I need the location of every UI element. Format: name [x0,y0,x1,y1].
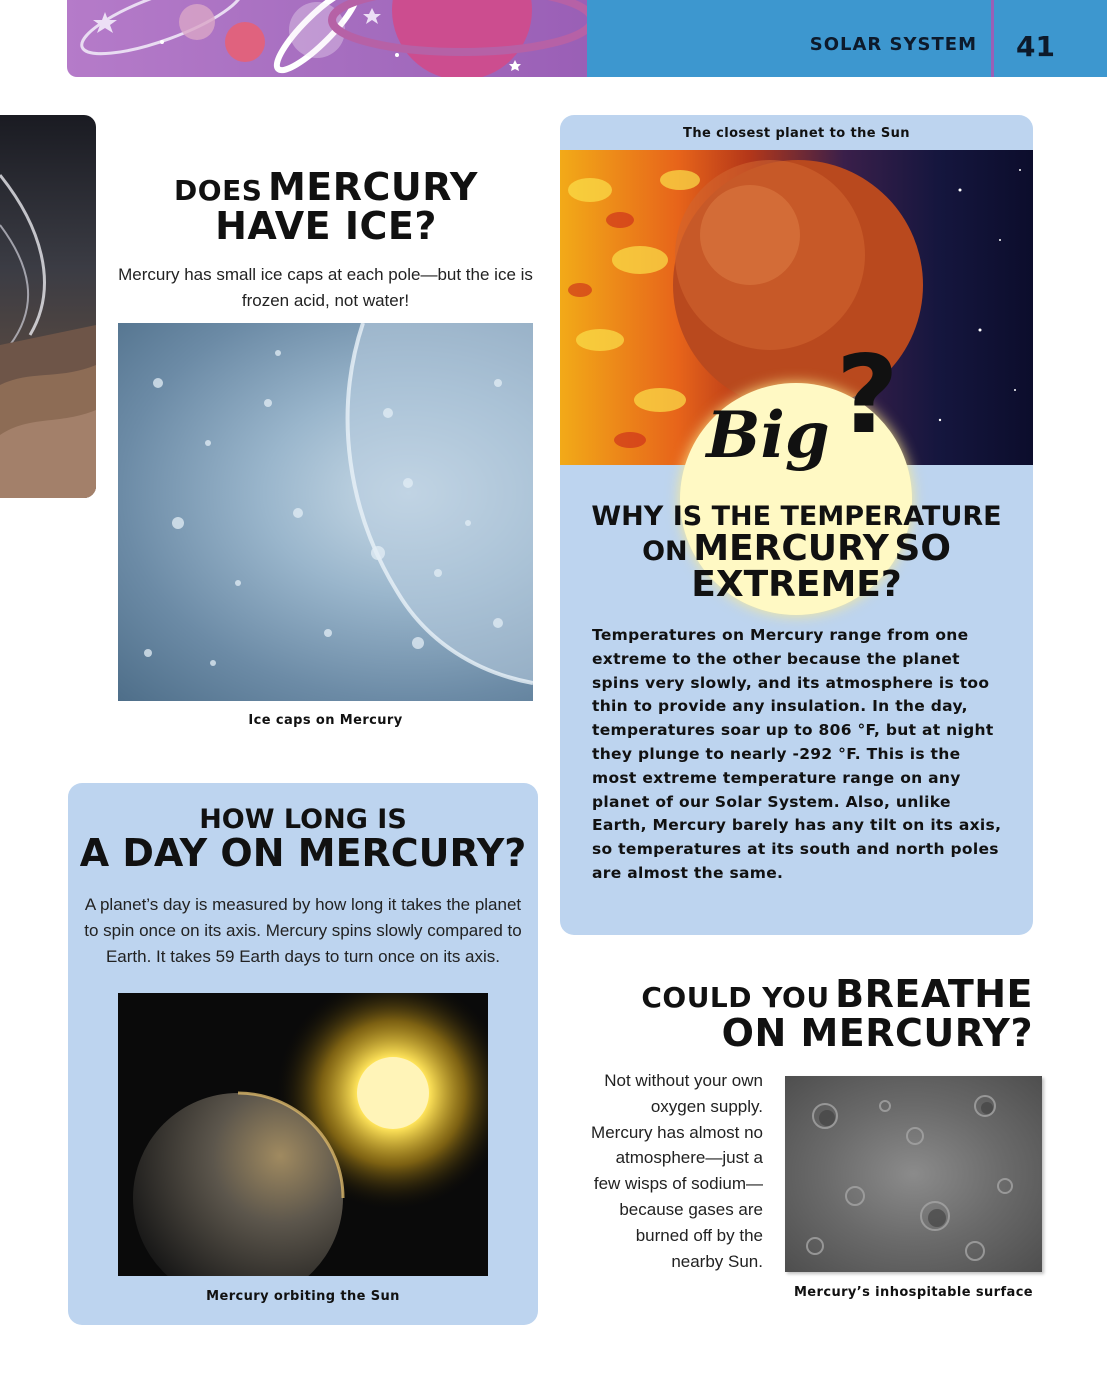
orbit-caption: Mercury orbiting the Sun [206,1289,400,1304]
ice-title [120,165,532,248]
ice-title-mercury: MERCURY [267,165,478,209]
big-badge-question-mark: ? [836,333,899,458]
mercury-surface-photo [785,1076,1042,1272]
breathe-title-breathe: BREATHE [835,972,1033,1016]
temperature-title-on: ON [642,535,688,567]
ice-title-small: DOES [174,174,263,207]
surface-caption: Mercury’s inhospitable surface [793,1285,1034,1300]
previous-page-image [0,115,96,498]
ice-caption: Ice caps on Mercury [248,713,403,728]
day-title-line2: A DAY ON MERCURY? [79,830,527,875]
day-title-line1: HOW LONG IS [199,804,407,835]
temperature-body: Temperatures on Mercury range from one extreme to the other because the planet spins very slowly, and its atmosphere is too thin to provide any insulation. In the day, temperatures soar up to 806 °F, but at night they plunge to nearly -292 °F. This is the most extreme temperature range on any planet of our Solar System. Also, unlike Earth, Mercury barely has any tilt on its axis, so temperatures at its south and north poles are almost the same. [592,626,1002,882]
breathe-title [590,972,1033,1055]
temperature-title [560,503,1033,604]
temperature-title-so: SO [894,527,951,569]
section-label: SOLAR SYSTEM [809,34,977,55]
ice-body: Mercury has small ice caps at each pole—but the ice is frozen acid, not water! [118,265,533,310]
day-length-title [68,804,538,875]
temperature-title-line1: WHY IS THE TEMPERATURE [591,501,1002,532]
ice-texture-art [118,323,533,701]
day-length-body: A planet’s day is measured by how long it takes the planet to spin once on its axis. Mercury spins slowly compared to Earth. It takes 59 Earth days to turn once on its axis. [84,895,522,966]
temperature-title-mercury: MERCURY [693,527,889,569]
breathe-title-on-mercury: ON MERCURY? [721,1010,1033,1055]
breathe-body: Not without your own oxygen supply. Mercury has almost no atmosphere—just a few wisps of sodium—because gases are burned off by the nearby Sun. [591,1071,763,1271]
ice-title-have-ice: HAVE ICE? [215,203,437,248]
orbit-art [118,993,488,1276]
header-illustration [67,0,587,77]
crater-surface-art [785,1076,1042,1272]
header-divider [991,0,994,77]
space-banner-art [67,0,587,77]
big-badge-word: Big [706,398,830,473]
breathe-title-small: COULD YOU [641,981,830,1014]
page-number: 41 [1016,30,1055,63]
ice-caps-photo [118,323,533,701]
sun-photo-caption: The closest planet to the Sun [683,126,910,141]
temperature-title-extreme: EXTREME? [691,564,902,606]
planet-landscape-art [0,115,96,498]
mercury-orbiting-sun-photo [118,993,488,1276]
